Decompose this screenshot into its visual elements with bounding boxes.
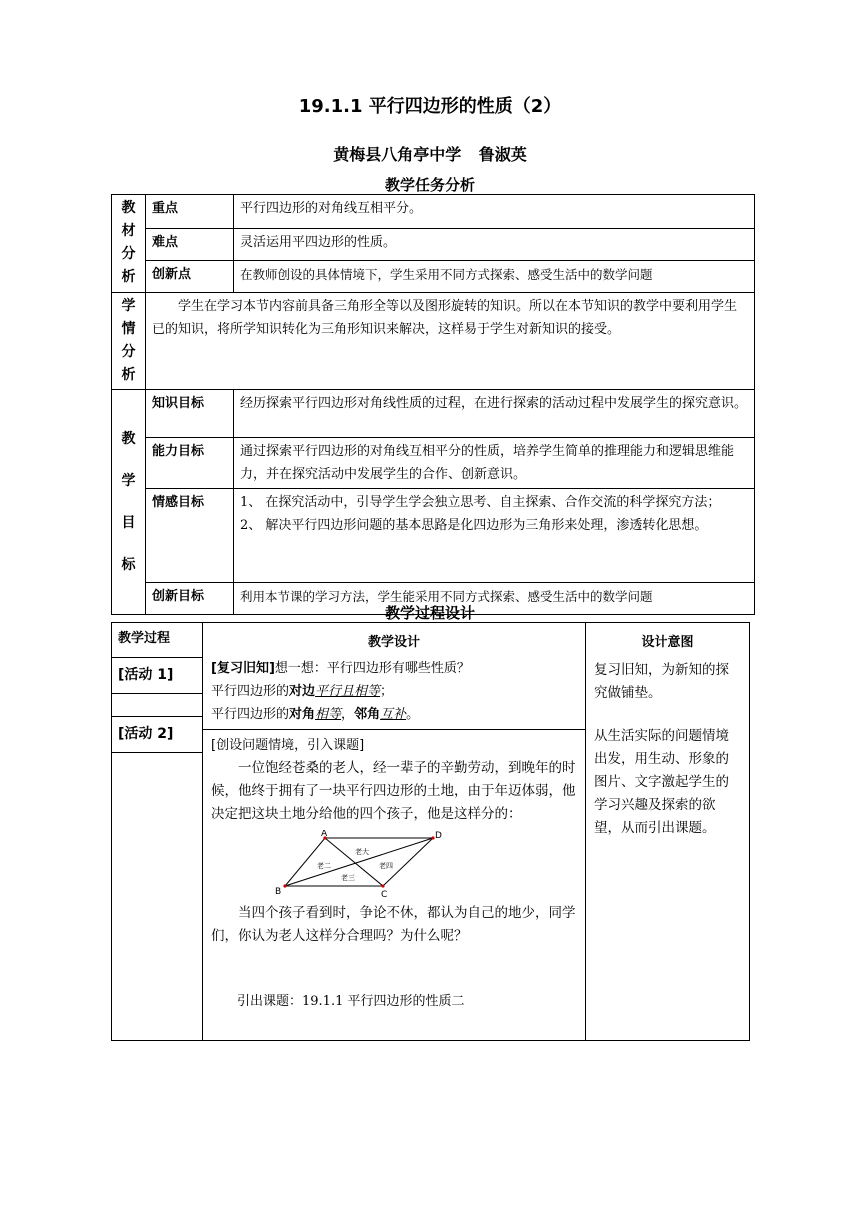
process-column bbox=[112, 623, 203, 1041]
property-line-angles: 平行四边形的对角相等，邻角互补。 bbox=[211, 707, 420, 722]
lead-in-line: 引出课题：19.1.1 平行四边形的性质二 bbox=[237, 994, 465, 1009]
vertex-label: A bbox=[321, 830, 328, 839]
activity-2-intent: 从生活实际的问题情境出发，用生动、形象的图片、文字激起学生的学习兴趣及探索的欲望，从而引出课题。 bbox=[594, 728, 729, 836]
answer-equal: 相等 bbox=[315, 707, 342, 722]
region-label: 老大 bbox=[355, 848, 369, 856]
innovation-point-text: 在教师创设的具体情境下，学生采用不同方式探索、感受生活中的数学问题 bbox=[234, 261, 755, 293]
difficulty-label: 难点 bbox=[146, 229, 234, 261]
activity-1-content: [复习旧知]想一想：平行四边形有哪些性质？ 平行四边形的对边平行且相等； 平行四边形的对角相等，邻角互补。 bbox=[203, 655, 585, 726]
ability-goal-text: 通过探索平行四边形的对角线互相平分的性质，培养学生简单的推理能力和逻辑思维能力，并在探究活动中发展学生的合作、创新意识。 bbox=[234, 438, 755, 489]
design-column bbox=[203, 623, 586, 1041]
intent-column bbox=[586, 623, 750, 1041]
vertex-label: B bbox=[275, 887, 282, 897]
question-paragraph: 当四个孩子看到时，争论不休，都认为自己的地少，同学们，你认为老人这样分合理吗？为什么呢？ bbox=[211, 905, 576, 944]
page-title: 19.1.1 平行四边形的性质（2） bbox=[298, 96, 562, 117]
design-column-header: 教学设计 bbox=[367, 635, 420, 650]
activity-2-content bbox=[203, 729, 585, 1013]
innovation-point-label: 创新点 bbox=[146, 261, 234, 293]
vertex-label: C bbox=[381, 890, 388, 898]
author-line: 黄梅县八角亭中学 鲁淑英 bbox=[333, 145, 527, 164]
innovation-goal-label: 创新目标 bbox=[146, 583, 234, 615]
region-label: 老二 bbox=[317, 862, 331, 870]
process-column-header: 教学过程 bbox=[118, 631, 171, 646]
region-label: 老三 bbox=[341, 874, 355, 882]
knowledge-goal-label: 知识目标 bbox=[146, 390, 234, 438]
activity-1-intent: 复习旧知，为新知的探究做铺垫。 bbox=[594, 662, 729, 701]
ability-goal-label: 能力目标 bbox=[146, 438, 234, 489]
intent-column-header: 设计意图 bbox=[641, 635, 694, 650]
parallelogram-figure bbox=[271, 830, 471, 898]
knowledge-goal-text: 经历探索平行四边形对角线性质的过程，在进行探索的活动过程中发展学生的探究意识。 bbox=[234, 390, 755, 438]
emotion-goal-item: 2、 解决平行四边形问题的基本思路是化四边形为三角形来处理，渗透转化思想。 bbox=[240, 518, 708, 533]
process-design-table bbox=[111, 622, 750, 1041]
student-analysis-label: 学 情 分 析 bbox=[112, 293, 146, 390]
property-line-sides: 平行四边形的对边平行且相等； bbox=[211, 684, 394, 699]
process-design-heading: 教学过程设计 bbox=[384, 604, 475, 622]
difficulty-text: 灵活运用平四边形的性质。 bbox=[234, 229, 755, 261]
key-point-label: 重点 bbox=[146, 195, 234, 229]
task-analysis-heading: 教学任务分析 bbox=[384, 176, 475, 194]
story-paragraph: 一位饱经苍桑的老人，经一辈子的辛勤劳动，到晚年的时候，他终于拥有了一块平行四边形的土地，由于年迈体弱，他决定把这块土地分给他的四个孩子，他是这样分的： bbox=[211, 760, 576, 822]
region-label: 老四 bbox=[379, 862, 393, 870]
answer-supplementary: 互补 bbox=[380, 707, 407, 722]
situation-heading: [创设问题情境，引入课题] bbox=[211, 738, 365, 753]
activity-2-label: [活动 2] bbox=[112, 716, 202, 753]
emotion-goal-item: 1、 在探究活动中，引导学生学会独立思考、自主探索、合作交流的科学探究方法； bbox=[240, 495, 721, 510]
vertex-label: D bbox=[435, 831, 442, 841]
emotion-goal-text bbox=[234, 489, 755, 583]
emotion-goal-label: 情感目标 bbox=[146, 489, 234, 583]
activity-1-label: [活动 1] bbox=[112, 657, 202, 694]
teaching-goal-label: 教 学 目 标 bbox=[112, 390, 146, 615]
student-analysis-text: 学生在学习本节内容前具备三角形全等以及图形旋转的知识。所以在本节知识的教学中要利用学生已的知识，将所学知识转化为三角形知识来解决，这样易于学生对新知识的接受。 bbox=[146, 293, 755, 390]
task-analysis-table bbox=[111, 194, 755, 615]
material-analysis-label: 教 材 分 析 bbox=[112, 195, 146, 293]
answer-parallel-equal: 平行且相等 bbox=[315, 684, 381, 699]
innovation-goal-text: 利用本节课的学习方法，学生能采用不同方式探索、感受生活中的数学问题 bbox=[234, 583, 755, 615]
key-point-text: 平行四边形的对角线互相平分。 bbox=[234, 195, 755, 229]
review-heading: [复习旧知] bbox=[211, 661, 275, 676]
